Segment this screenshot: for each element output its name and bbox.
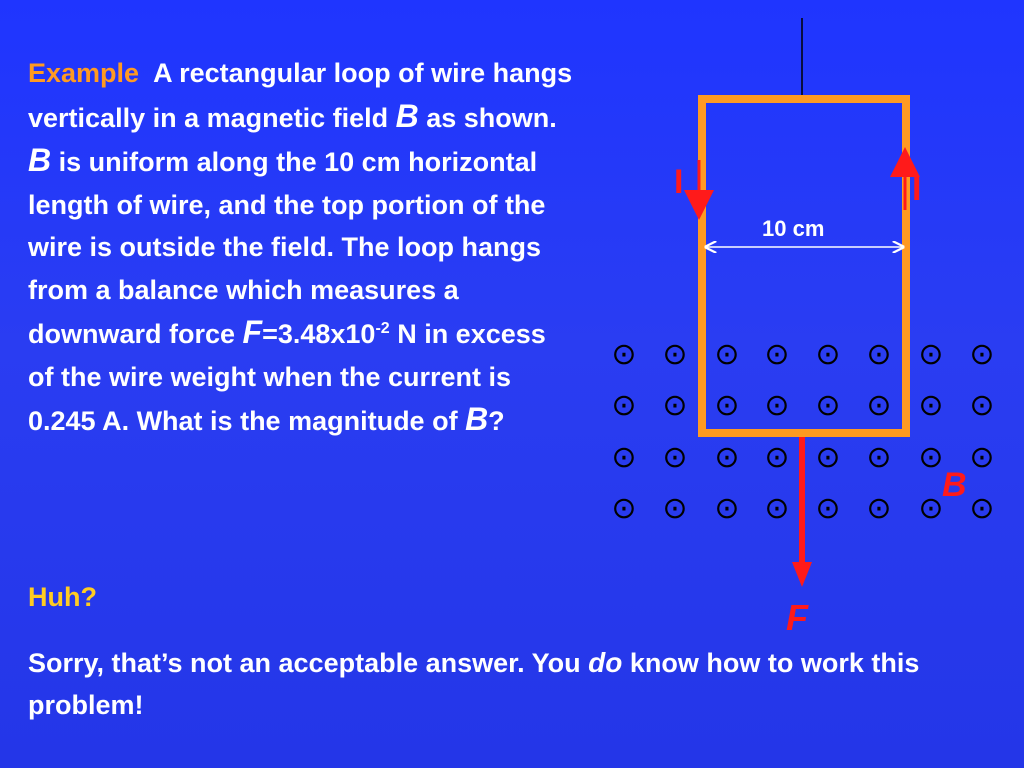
field-out-of-page-symbol: ⊙ <box>764 337 790 372</box>
field-out-of-page-symbol: ⊙ <box>714 491 740 526</box>
symbol-b-3: B <box>465 401 489 437</box>
answer-text-1: Sorry, that’s not an acceptable answer. You <box>28 648 589 678</box>
field-out-of-page-symbol: ⊙ <box>969 337 995 372</box>
field-out-of-page-symbol: ⊙ <box>815 440 841 475</box>
field-out-of-page-symbol: ⊙ <box>815 491 841 526</box>
field-out-of-page-symbol: ⊙ <box>662 337 688 372</box>
huh-text: Huh? <box>28 582 97 612</box>
example-label: Example <box>28 58 140 88</box>
problem-text-2: as shown. <box>418 102 557 133</box>
wire-loop <box>702 99 906 433</box>
problem-text-6: ? <box>488 406 505 436</box>
field-out-of-page-symbol: ⊙ <box>662 440 688 475</box>
field-out-of-page-symbol: ⊙ <box>714 440 740 475</box>
field-out-of-page-symbol: ⊙ <box>969 388 995 423</box>
field-out-of-page-symbol: ⊙ <box>611 388 637 423</box>
field-out-of-page-symbol: ⊙ <box>662 491 688 526</box>
field-out-of-page-symbol: ⊙ <box>969 491 995 526</box>
answer-do: do <box>588 647 623 678</box>
field-out-of-page-symbol: ⊙ <box>815 337 841 372</box>
field-out-of-page-symbol: ⊙ <box>918 491 944 526</box>
problem-text-4: =3.48x10 <box>262 319 376 349</box>
problem-text-3: is uniform along the 10 cm horizontal length of wire, and the top portion of the wire is outside the field. The loop hangs from a balance which measures a downward force <box>28 147 546 349</box>
field-out-of-page-symbol: ⊙ <box>611 440 637 475</box>
field-out-of-page-symbol: ⊙ <box>815 388 841 423</box>
width-label: 10 cm <box>762 216 825 241</box>
exponent: -2 <box>375 320 390 337</box>
field-out-of-page-symbol: ⊙ <box>764 388 790 423</box>
field-out-of-page-symbol: ⊙ <box>866 491 892 526</box>
force-label: F <box>786 597 808 638</box>
field-out-of-page-symbol: ⊙ <box>866 388 892 423</box>
field-out-of-page-symbol: ⊙ <box>969 440 995 475</box>
field-out-of-page-symbol: ⊙ <box>918 388 944 423</box>
field-out-of-page-symbol: ⊙ <box>918 440 944 475</box>
problem-text-1: A rectangular loop of wire hangs vertically in a magnetic field <box>28 58 573 133</box>
field-out-of-page-symbol: ⊙ <box>918 337 944 372</box>
problem-text-5: N in excess of the wire weight when the current is 0.245 A. What is the magnitude of <box>28 319 546 436</box>
field-out-of-page-symbol: ⊙ <box>866 337 892 372</box>
field-out-of-page-symbol: ⊙ <box>764 491 790 526</box>
current-label-left: I <box>674 163 684 201</box>
field-out-of-page-symbol: ⊙ <box>611 491 637 526</box>
field-out-of-page-symbol: ⊙ <box>866 440 892 475</box>
force-arrow-head <box>792 562 812 587</box>
current-label-right: I <box>912 170 922 208</box>
answer-text-2: know how to work this problem! <box>28 648 920 720</box>
field-out-of-page-symbol: ⊙ <box>714 388 740 423</box>
field-out-of-page-symbol: ⊙ <box>662 388 688 423</box>
field-out-of-page-symbol: ⊙ <box>764 440 790 475</box>
symbol-b-2: B <box>28 142 52 178</box>
symbol-b-1: B <box>395 97 419 134</box>
field-out-of-page-symbol: ⊙ <box>611 337 637 372</box>
field-out-of-page-symbol: ⊙ <box>714 337 740 372</box>
symbol-f: F <box>242 314 263 350</box>
field-label: B <box>942 466 967 504</box>
